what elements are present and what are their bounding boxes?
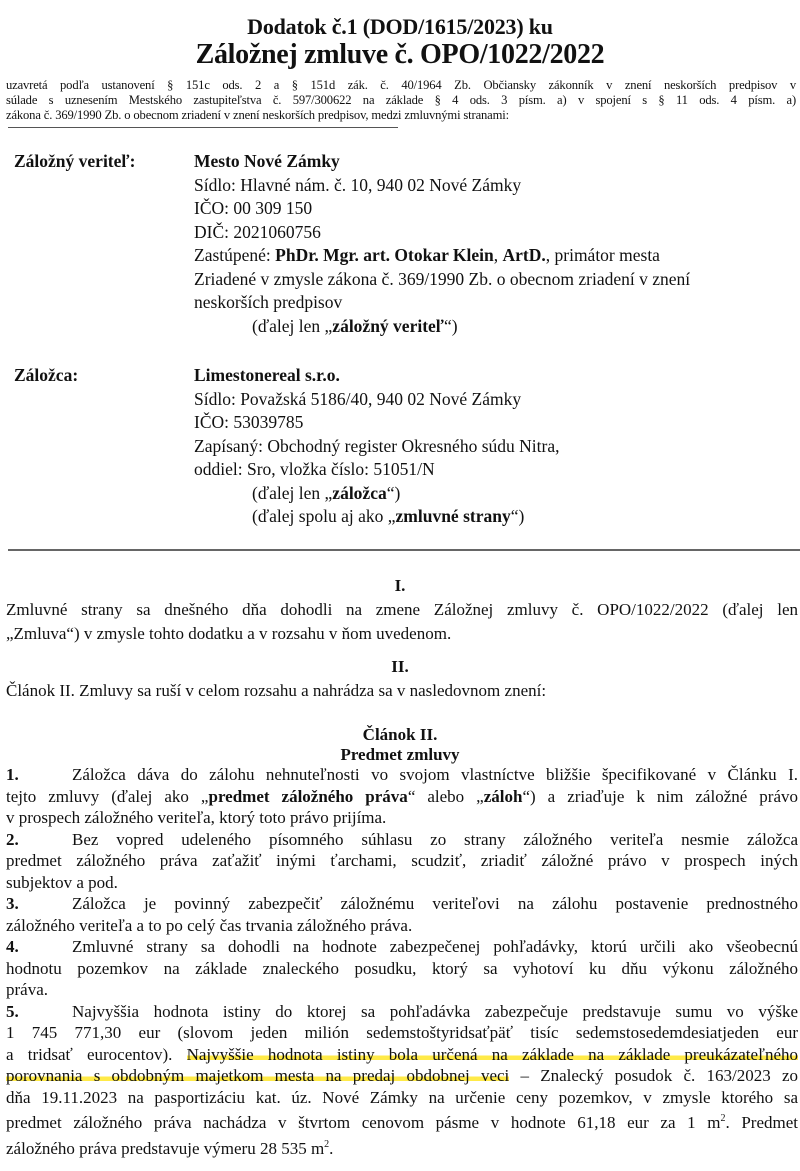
creditor-details [194,150,794,338]
preamble [6,78,796,123]
clause-3 [6,893,798,915]
alias-term: zmluvné strany [395,506,511,526]
creditor-established-cont: neskorších predpisov [194,292,343,312]
article-clauses [6,764,798,1159]
clause-text: Bez vopred udeleného písomného súhlasu zo strany záložného veriteľa nesmie záložca [72,829,798,849]
section-1-number: I. [394,576,406,595]
rep-name: PhDr. Mgr. art. Otokar Klein [275,245,494,265]
clause-2 [6,829,798,851]
alias-prefix: (ďalej spolu aj ako „ [252,506,396,526]
clause-text: – Znalecký posudok č. 163/2023 zo [509,1066,798,1085]
clause-5-line [6,1108,798,1134]
clause-text: Záložca je povinný zabezpečiť záložnému veriteľovi na zálohu postavenie prednostného [72,894,798,913]
defined-term: predmet záložného práva [208,786,408,806]
clause-text: a tridsať eurocentov). [6,1044,187,1064]
creditor-ico: IČO: 00 309 150 [194,198,313,218]
text-line: Článok II. Zmluvy sa ruší v celom rozsahu a nahrádza sa v nasledovnom znení: [6,681,547,700]
clause-number: 1. [6,765,19,784]
preamble-line: súlade s uznesením Mestského zastupiteľstva č. 597/300622 na základe § 4 ods. 3 písm. a) v spojení s § 11 ods. 4 písm. a) [6,93,796,107]
clause-5-line: dňa 19.11.2023 na pasportizáciu kat. úz. Nové Zámky na určenie ceny pozemkov, v zmysle ktorého sa [6,1087,798,1107]
clause-text: “) a zriaďuje k nim záložné právo [522,786,798,806]
pledgor-seat: Sídlo: Považská 5186/40, 940 02 Nové Zámky [194,388,522,409]
clause-2-line: subjektov a pod. [6,872,118,892]
creditor-name: Mesto Nové Zámky [194,151,340,171]
clause-5-line [6,1134,798,1160]
clause-5 [6,1001,798,1023]
creditor-established: Zriadené v zmysle zákona č. 369/1990 Zb. o obecnom zriadení v znení [194,268,691,289]
clause-1 [6,764,798,786]
clause-text: . [329,1138,334,1158]
alias-prefix: (ďalej len „ [252,482,333,503]
clause-text: tejto zmluvy (ďalej ako „ [6,786,209,806]
text-line: Zmluvné strany sa dnešného dňa dohodli na zmene Záložnej zmluvy č. OPO/1022/2022 (ďalej len [6,600,798,619]
pledgor-label: Záložca: [14,365,79,385]
preamble-line: uzavretá podľa ustanovení § 151c ods. 2 a § 151d zák. č. 40/1964 Zb. Občiansky zákonník v znení neskorších predpisov v [6,78,796,92]
rep-suffix: , primátor mesta [545,245,660,265]
rep-sep: , [493,245,503,265]
pledgor-ico: IČO: 53039785 [194,412,304,432]
clause-4-line: práva. [6,980,49,999]
preamble-line: zákona č. 369/1990 Zb. o obecnom zriadení v znení neskorších predpisov, medzi zmluvnými stranami: [6,108,509,122]
clause-text: predmet záložného práva nachádza v štvrtom cenovom pásme v hodnote 61,18 eur za 1 m [6,1113,721,1132]
pledgor-name: Limestonereal s.r.o. [194,365,340,385]
pledgor-alias [194,482,794,506]
clause-2-line: predmet záložného práva zaťažiť inými ťarchami, scudziť, zriadiť záložné právo v prospech iných [6,851,798,870]
clause-text: Najvyššia hodnota istiny do ktorej sa pohľadávka zabezpečuje predstavuje sumu vo výške [72,1001,798,1021]
clause-text: . Predmet [725,1113,799,1132]
clause-4-line: hodnotu pozemkov na základe znaleckého posudku, ktorý sa vyhotoví ku dňu výkonu záložného [6,958,798,978]
clause-5-line [6,1065,798,1087]
clause-text: Zmluvné strany sa dohodli na hodnote zabezpečenej pohľadávky, ktorú určili ako všeobecnú [72,937,798,956]
creditor-representative [194,244,794,268]
clause-text: záložného práva predstavuje výmeru 28 535 m [6,1138,325,1158]
alias-suffix: “) [510,506,525,526]
creditor-seat: Sídlo: Hlavné nám. č. 10, 940 02 Nové Zámky [194,174,522,195]
clause-number: 3. [6,894,19,913]
pledgor-section: oddiel: Sro, vložka číslo: 51051/N [194,459,435,479]
section-2-number: II. [391,657,409,676]
alias-suffix: “) [444,315,458,336]
superscript: 2 [324,1138,330,1150]
clause-number: 2. [6,829,19,849]
rep-prefix: Zastúpené: [194,245,276,265]
document-title: Dodatok č.1 (DOD/1615/2023) ku [247,14,553,39]
divider-middle [8,549,800,551]
clause-1-line: v prospech záložného veriteľa, ktorý toto právo prijíma. [6,808,387,827]
alias-suffix: “) [386,482,401,503]
alias-prefix: (ďalej len „ [252,315,333,336]
creditor-alias [194,315,794,339]
clause-5-line: 1 745 771,30 eur (slovom jeden milión sedemstoštyridsaťpäť tisíc sedemstosedemdesiatjeden eur [6,1023,798,1042]
section-2-text [6,679,798,703]
clause-3-line: záložného veriteľa a to po celý čas trvania záložného práva. [6,915,413,935]
section-1-text [6,598,798,645]
defined-term: záloh [483,786,523,806]
clause-4 [6,936,798,958]
text-line: „Zmluva“) v zmysle tohto dodatku a v rozsahu v ňom uvedenom. [6,623,452,643]
parties-alias [194,505,794,529]
document-subtitle: Záložnej zmluve č. OPO/1022/2022 [195,39,605,70]
pledgor-registered: Zapísaný: Obchodný register Okresného súdu Nitra, [194,435,560,456]
rep-title: ArtD. [502,245,546,265]
clause-number: 5. [6,1001,19,1021]
clause-1-line [6,786,798,808]
clause-number: 4. [6,937,19,956]
highlighted-text: Najvyššie hodnota istiny bola určená na základe na základe preukázateľného [186,1044,798,1064]
article-heading: Článok II. [362,725,438,744]
superscript: 2 [720,1113,726,1124]
alias-term: záložca [332,482,387,503]
creditor-dic: DIČ: 2021060756 [194,221,321,242]
pledgor-details [194,364,794,529]
creditor-label: Záložný veriteľ: [14,151,136,171]
divider-top [8,127,398,128]
highlighted-text: porovnania s obdobným majetkom mesta na predaj obdobnej veci [6,1066,510,1085]
article-subheading: Predmet zmluvy [340,745,460,764]
clause-text: “ alebo „ [407,786,484,806]
clause-5-line [6,1044,798,1066]
clause-text: Záložca dáva do zálohu nehnuteľnosti vo svojom vlastníctve bližšie špecifikované v Článku I. [72,765,798,784]
alias-term: záložný veriteľ [332,315,444,336]
